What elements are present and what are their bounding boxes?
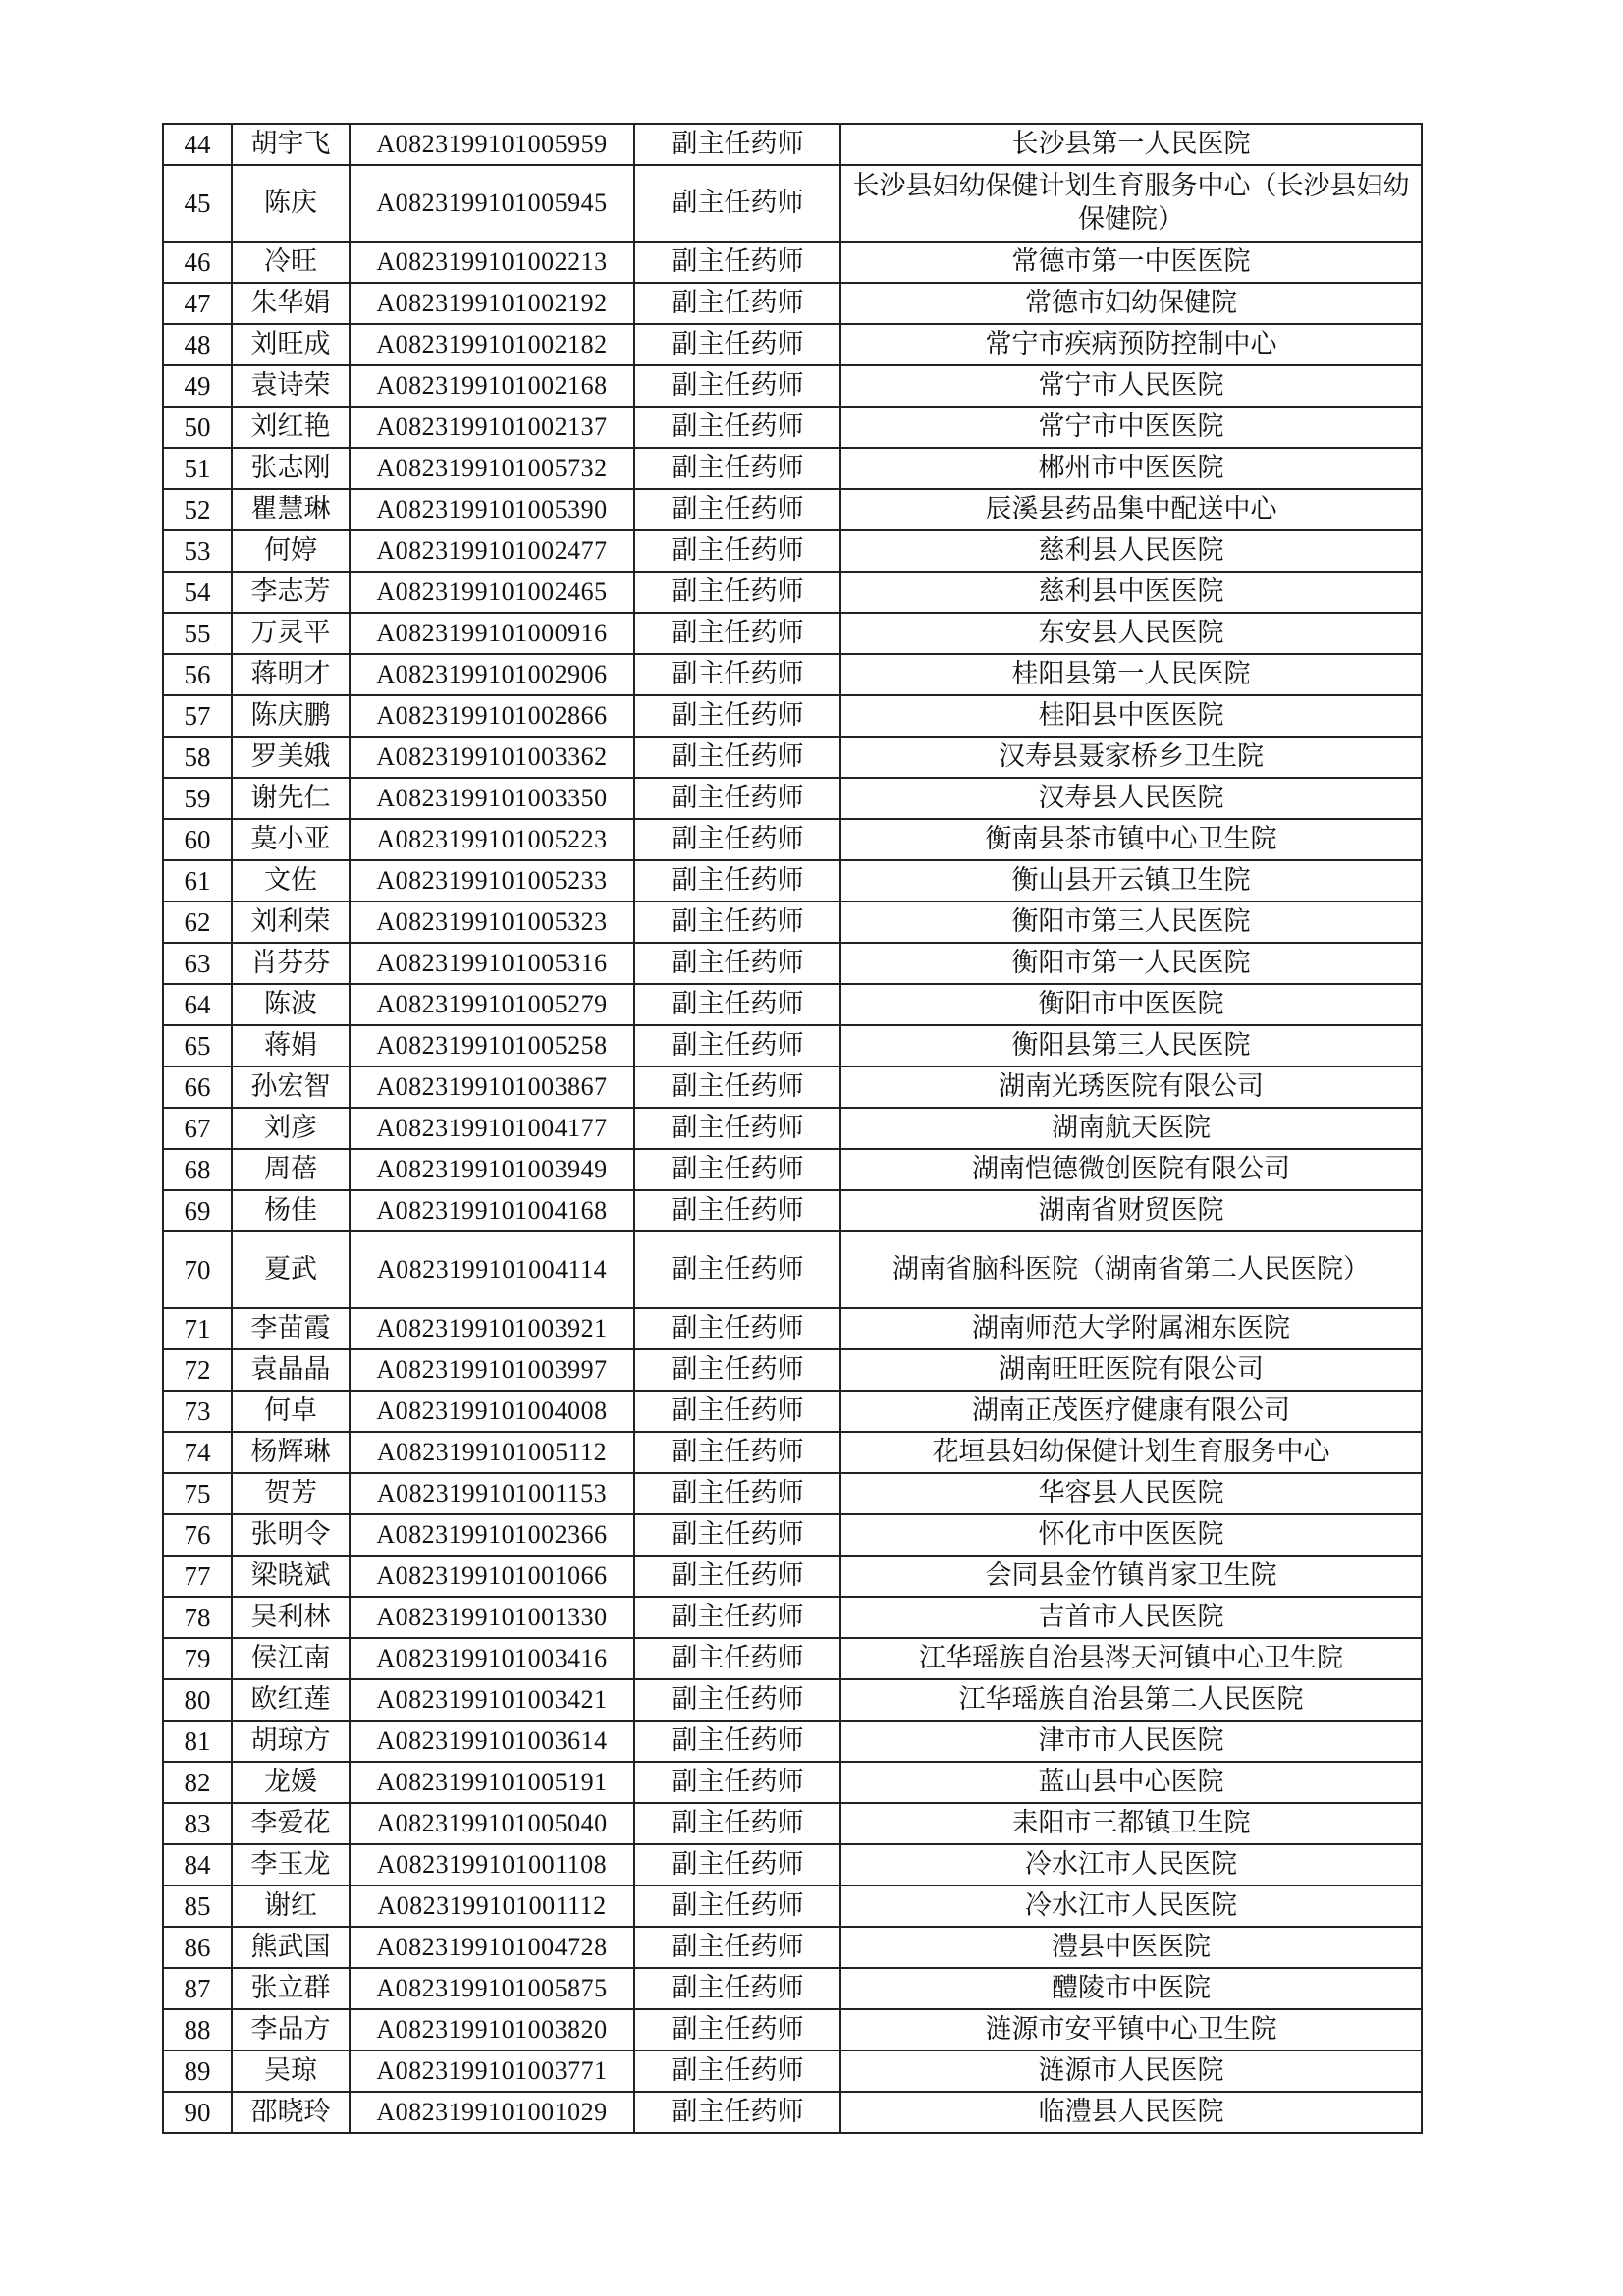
table-row — [163, 1968, 1422, 2009]
job-title-cell: 副主任药师 — [634, 489, 840, 530]
organization-cell: 衡阳市第三人民医院 — [840, 902, 1422, 943]
organization-cell: 吉首市人民医院 — [840, 1597, 1422, 1638]
job-title-cell: 副主任药师 — [634, 407, 840, 448]
row-number-cell: 80 — [163, 1679, 232, 1721]
job-title-cell: 副主任药师 — [634, 242, 840, 283]
name-cell: 罗美娥 — [232, 737, 350, 778]
organization-cell: 醴陵市中医院 — [840, 1968, 1422, 2009]
certificate-code-cell: A0823199101005323 — [350, 902, 634, 943]
name-cell: 蒋明才 — [232, 654, 350, 695]
name-cell: 陈波 — [232, 984, 350, 1025]
table-row — [163, 1844, 1422, 1886]
name-cell: 袁晶晶 — [232, 1349, 350, 1391]
name-cell: 邵晓玲 — [232, 2092, 350, 2133]
table-row — [163, 984, 1422, 1025]
table-row — [163, 1231, 1422, 1308]
certificate-code-cell: A0823199101003421 — [350, 1679, 634, 1721]
certificate-code-cell: A0823199101003867 — [350, 1066, 634, 1108]
row-number-cell: 64 — [163, 984, 232, 1025]
organization-cell: 湖南省脑科医院（湖南省第二人民医院） — [840, 1231, 1422, 1308]
certificate-code-cell: A0823199101002366 — [350, 1514, 634, 1556]
job-title-cell: 副主任药师 — [634, 943, 840, 984]
row-number-cell: 45 — [163, 165, 232, 242]
row-number-cell: 77 — [163, 1556, 232, 1597]
row-number-cell: 49 — [163, 365, 232, 407]
table-row — [163, 1556, 1422, 1597]
row-number-cell: 54 — [163, 572, 232, 613]
certificate-code-cell: A0823199101003921 — [350, 1308, 634, 1349]
name-cell: 莫小亚 — [232, 819, 350, 860]
row-number-cell: 60 — [163, 819, 232, 860]
organization-cell: 常宁市人民医院 — [840, 365, 1422, 407]
organization-cell: 常德市妇幼保健院 — [840, 283, 1422, 324]
row-number-cell: 51 — [163, 448, 232, 489]
table-row — [163, 1597, 1422, 1638]
organization-cell: 郴州市中医医院 — [840, 448, 1422, 489]
row-number-cell: 62 — [163, 902, 232, 943]
job-title-cell: 副主任药师 — [634, 984, 840, 1025]
row-number-cell: 63 — [163, 943, 232, 984]
row-number-cell: 55 — [163, 613, 232, 654]
table-row — [163, 283, 1422, 324]
table-row — [163, 1149, 1422, 1190]
name-cell: 熊武国 — [232, 1927, 350, 1968]
table-row — [163, 1349, 1422, 1391]
name-cell: 陈庆 — [232, 165, 350, 242]
organization-cell: 冷水江市人民医院 — [840, 1844, 1422, 1886]
name-cell: 梁晓斌 — [232, 1556, 350, 1597]
job-title-cell: 副主任药师 — [634, 1803, 840, 1844]
row-number-cell: 48 — [163, 324, 232, 365]
certificate-code-cell: A0823199101004114 — [350, 1231, 634, 1308]
certificate-code-cell: A0823199101005945 — [350, 165, 634, 242]
organization-cell: 长沙县第一人民医院 — [840, 124, 1422, 165]
row-number-cell: 84 — [163, 1844, 232, 1886]
certificate-code-cell: A0823199101003362 — [350, 737, 634, 778]
certificate-code-cell: A0823199101001029 — [350, 2092, 634, 2133]
name-cell: 文佐 — [232, 860, 350, 902]
organization-cell: 长沙县妇幼保健计划生育服务中心（长沙县妇幼保健院） — [840, 165, 1422, 242]
row-number-cell: 83 — [163, 1803, 232, 1844]
job-title-cell: 副主任药师 — [634, 778, 840, 819]
job-title-cell: 副主任药师 — [634, 654, 840, 695]
name-cell: 袁诗荣 — [232, 365, 350, 407]
job-title-cell: 副主任药师 — [634, 1108, 840, 1149]
name-cell: 谢红 — [232, 1886, 350, 1927]
row-number-cell: 88 — [163, 2009, 232, 2050]
certificate-code-cell: A0823199101003949 — [350, 1149, 634, 1190]
organization-cell: 江华瑶族自治县第二人民医院 — [840, 1679, 1422, 1721]
row-number-cell: 79 — [163, 1638, 232, 1679]
job-title-cell: 副主任药师 — [634, 1886, 840, 1927]
row-number-cell: 47 — [163, 283, 232, 324]
row-number-cell: 89 — [163, 2050, 232, 2092]
job-title-cell: 副主任药师 — [634, 283, 840, 324]
job-title-cell: 副主任药师 — [634, 1721, 840, 1762]
job-title-cell: 副主任药师 — [634, 695, 840, 737]
job-title-cell: 副主任药师 — [634, 737, 840, 778]
name-cell: 侯江南 — [232, 1638, 350, 1679]
table-row — [163, 1308, 1422, 1349]
job-title-cell: 副主任药师 — [634, 613, 840, 654]
table-row — [163, 1803, 1422, 1844]
job-title-cell: 副主任药师 — [634, 2009, 840, 2050]
job-title-cell: 副主任药师 — [634, 1391, 840, 1432]
table-row — [163, 737, 1422, 778]
row-number-cell: 57 — [163, 695, 232, 737]
job-title-cell: 副主任药师 — [634, 1473, 840, 1514]
certificate-code-cell: A0823199101004177 — [350, 1108, 634, 1149]
name-cell: 孙宏智 — [232, 1066, 350, 1108]
table-row — [163, 778, 1422, 819]
table-row — [163, 324, 1422, 365]
row-number-cell: 58 — [163, 737, 232, 778]
certificate-code-cell: A0823199101002477 — [350, 530, 634, 572]
organization-cell: 湖南航天医院 — [840, 1108, 1422, 1149]
table-row — [163, 1638, 1422, 1679]
certificate-code-cell: A0823199101001066 — [350, 1556, 634, 1597]
name-cell: 吴利林 — [232, 1597, 350, 1638]
job-title-cell: 副主任药师 — [634, 572, 840, 613]
job-title-cell: 副主任药师 — [634, 1844, 840, 1886]
certificate-code-cell: A0823199101001108 — [350, 1844, 634, 1886]
row-number-cell: 66 — [163, 1066, 232, 1108]
name-cell: 夏武 — [232, 1231, 350, 1308]
organization-cell: 衡阳市中医医院 — [840, 984, 1422, 1025]
organization-cell: 辰溪县药品集中配送中心 — [840, 489, 1422, 530]
table-row — [163, 242, 1422, 283]
table-row — [163, 902, 1422, 943]
certificate-code-cell: A0823199101005279 — [350, 984, 634, 1025]
name-cell: 胡琼方 — [232, 1721, 350, 1762]
table-row — [163, 124, 1422, 165]
row-number-cell: 74 — [163, 1432, 232, 1473]
job-title-cell: 副主任药师 — [634, 1349, 840, 1391]
name-cell: 陈庆鹏 — [232, 695, 350, 737]
table-row — [163, 1762, 1422, 1803]
organization-cell: 临澧县人民医院 — [840, 2092, 1422, 2133]
row-number-cell: 67 — [163, 1108, 232, 1149]
name-cell: 杨佳 — [232, 1190, 350, 1231]
job-title-cell: 副主任药师 — [634, 1679, 840, 1721]
job-title-cell: 副主任药师 — [634, 530, 840, 572]
organization-cell: 涟源市人民医院 — [840, 2050, 1422, 2092]
row-number-cell: 44 — [163, 124, 232, 165]
organization-cell: 耒阳市三都镇卫生院 — [840, 1803, 1422, 1844]
row-number-cell: 75 — [163, 1473, 232, 1514]
certificate-code-cell: A0823199101004168 — [350, 1190, 634, 1231]
roster-body — [163, 124, 1422, 2133]
certificate-code-cell: A0823199101003614 — [350, 1721, 634, 1762]
certificate-code-cell: A0823199101005233 — [350, 860, 634, 902]
row-number-cell: 46 — [163, 242, 232, 283]
certificate-code-cell: A0823199101005316 — [350, 943, 634, 984]
row-number-cell: 82 — [163, 1762, 232, 1803]
certificate-code-cell: A0823199101001112 — [350, 1886, 634, 1927]
table-row — [163, 860, 1422, 902]
certificate-code-cell: A0823199101001330 — [350, 1597, 634, 1638]
job-title-cell: 副主任药师 — [634, 1190, 840, 1231]
row-number-cell: 52 — [163, 489, 232, 530]
organization-cell: 湖南师范大学附属湘东医院 — [840, 1308, 1422, 1349]
name-cell: 谢先仁 — [232, 778, 350, 819]
table-row — [163, 1066, 1422, 1108]
certificate-code-cell: A0823199101001153 — [350, 1473, 634, 1514]
row-number-cell: 81 — [163, 1721, 232, 1762]
certificate-code-cell: A0823199101005112 — [350, 1432, 634, 1473]
name-cell: 张志刚 — [232, 448, 350, 489]
table-row — [163, 572, 1422, 613]
organization-cell: 慈利县中医医院 — [840, 572, 1422, 613]
certificate-code-cell: A0823199101005191 — [350, 1762, 634, 1803]
table-row — [163, 1514, 1422, 1556]
organization-cell: 湖南正茂医疗健康有限公司 — [840, 1391, 1422, 1432]
organization-cell: 慈利县人民医院 — [840, 530, 1422, 572]
name-cell: 刘利荣 — [232, 902, 350, 943]
name-cell: 龙媛 — [232, 1762, 350, 1803]
row-number-cell: 65 — [163, 1025, 232, 1066]
table-row — [163, 2050, 1422, 2092]
row-number-cell: 72 — [163, 1349, 232, 1391]
table-row — [163, 1679, 1422, 1721]
name-cell: 李苗霞 — [232, 1308, 350, 1349]
job-title-cell: 副主任药师 — [634, 1597, 840, 1638]
job-title-cell: 副主任药师 — [634, 1308, 840, 1349]
organization-cell: 湖南恺德微创医院有限公司 — [840, 1149, 1422, 1190]
certificate-code-cell: A0823199101002168 — [350, 365, 634, 407]
table-row — [163, 1108, 1422, 1149]
organization-cell: 桂阳县中医医院 — [840, 695, 1422, 737]
organization-cell: 衡阳市第一人民医院 — [840, 943, 1422, 984]
row-number-cell: 69 — [163, 1190, 232, 1231]
organization-cell: 常德市第一中医医院 — [840, 242, 1422, 283]
name-cell: 朱华娟 — [232, 283, 350, 324]
organization-cell: 衡南县茶市镇中心卫生院 — [840, 819, 1422, 860]
name-cell: 杨辉琳 — [232, 1432, 350, 1473]
row-number-cell: 59 — [163, 778, 232, 819]
table-row — [163, 1721, 1422, 1762]
name-cell: 胡宇飞 — [232, 124, 350, 165]
table-row — [163, 530, 1422, 572]
organization-cell: 怀化市中医医院 — [840, 1514, 1422, 1556]
table-row — [163, 165, 1422, 242]
job-title-cell: 副主任药师 — [634, 1927, 840, 1968]
table-row — [163, 1190, 1422, 1231]
name-cell: 欧红莲 — [232, 1679, 350, 1721]
job-title-cell: 副主任药师 — [634, 2092, 840, 2133]
row-number-cell: 85 — [163, 1886, 232, 1927]
row-number-cell: 68 — [163, 1149, 232, 1190]
name-cell: 冷旺 — [232, 242, 350, 283]
organization-cell: 湖南旺旺医院有限公司 — [840, 1349, 1422, 1391]
name-cell: 李玉龙 — [232, 1844, 350, 1886]
organization-cell: 衡阳县第三人民医院 — [840, 1025, 1422, 1066]
name-cell: 何婷 — [232, 530, 350, 572]
certificate-code-cell: A0823199101003416 — [350, 1638, 634, 1679]
job-title-cell: 副主任药师 — [634, 819, 840, 860]
certificate-code-cell: A0823199101004728 — [350, 1927, 634, 1968]
certificate-code-cell: A0823199101002192 — [350, 283, 634, 324]
row-number-cell: 61 — [163, 860, 232, 902]
table-row — [163, 695, 1422, 737]
certificate-code-cell: A0823199101003997 — [350, 1349, 634, 1391]
job-title-cell: 副主任药师 — [634, 165, 840, 242]
name-cell: 万灵平 — [232, 613, 350, 654]
table-row — [163, 943, 1422, 984]
organization-cell: 涟源市安平镇中心卫生院 — [840, 2009, 1422, 2050]
name-cell: 刘红艳 — [232, 407, 350, 448]
table-row — [163, 1927, 1422, 1968]
organization-cell: 江华瑶族自治县涔天河镇中心卫生院 — [840, 1638, 1422, 1679]
table-row — [163, 613, 1422, 654]
name-cell: 蒋娟 — [232, 1025, 350, 1066]
certificate-code-cell: A0823199101002137 — [350, 407, 634, 448]
certificate-code-cell: A0823199101005875 — [350, 1968, 634, 2009]
organization-cell: 湖南省财贸医院 — [840, 1190, 1422, 1231]
row-number-cell: 56 — [163, 654, 232, 695]
certificate-code-cell: A0823199101005040 — [350, 1803, 634, 1844]
table-row — [163, 819, 1422, 860]
certificate-code-cell: A0823199101002182 — [350, 324, 634, 365]
organization-cell: 澧县中医医院 — [840, 1927, 1422, 1968]
certificate-code-cell: A0823199101005223 — [350, 819, 634, 860]
certificate-code-cell: A0823199101005959 — [350, 124, 634, 165]
certificate-code-cell: A0823199101000916 — [350, 613, 634, 654]
organization-cell: 衡山县开云镇卫生院 — [840, 860, 1422, 902]
certificate-code-cell: A0823199101005258 — [350, 1025, 634, 1066]
table-row — [163, 1391, 1422, 1432]
row-number-cell: 71 — [163, 1308, 232, 1349]
certificate-code-cell: A0823199101003350 — [350, 778, 634, 819]
certificate-code-cell: A0823199101003820 — [350, 2009, 634, 2050]
job-title-cell: 副主任药师 — [634, 1432, 840, 1473]
certificate-code-cell: A0823199101004008 — [350, 1391, 634, 1432]
organization-cell: 汉寿县人民医院 — [840, 778, 1422, 819]
job-title-cell: 副主任药师 — [634, 1025, 840, 1066]
organization-cell: 桂阳县第一人民医院 — [840, 654, 1422, 695]
job-title-cell: 副主任药师 — [634, 1968, 840, 2009]
name-cell: 何卓 — [232, 1391, 350, 1432]
row-number-cell: 86 — [163, 1927, 232, 1968]
row-number-cell: 90 — [163, 2092, 232, 2133]
name-cell: 贺芳 — [232, 1473, 350, 1514]
job-title-cell: 副主任药师 — [634, 1149, 840, 1190]
job-title-cell: 副主任药师 — [634, 1514, 840, 1556]
table-row — [163, 489, 1422, 530]
name-cell: 瞿慧琳 — [232, 489, 350, 530]
certificate-code-cell: A0823199101005732 — [350, 448, 634, 489]
name-cell: 张明令 — [232, 1514, 350, 1556]
row-number-cell: 87 — [163, 1968, 232, 2009]
row-number-cell: 70 — [163, 1231, 232, 1308]
roster-table — [162, 123, 1423, 2134]
row-number-cell: 53 — [163, 530, 232, 572]
row-number-cell: 73 — [163, 1391, 232, 1432]
certificate-code-cell: A0823199101003771 — [350, 2050, 634, 2092]
job-title-cell: 副主任药师 — [634, 1762, 840, 1803]
organization-cell: 东安县人民医院 — [840, 613, 1422, 654]
name-cell: 张立群 — [232, 1968, 350, 2009]
row-number-cell: 76 — [163, 1514, 232, 1556]
name-cell: 李爱花 — [232, 1803, 350, 1844]
job-title-cell: 副主任药师 — [634, 365, 840, 407]
organization-cell: 会同县金竹镇肖家卫生院 — [840, 1556, 1422, 1597]
name-cell: 刘彦 — [232, 1108, 350, 1149]
certificate-code-cell: A0823199101005390 — [350, 489, 634, 530]
name-cell: 刘旺成 — [232, 324, 350, 365]
organization-cell: 花垣县妇幼保健计划生育服务中心 — [840, 1432, 1422, 1473]
row-number-cell: 50 — [163, 407, 232, 448]
organization-cell: 常宁市中医医院 — [840, 407, 1422, 448]
organization-cell: 冷水江市人民医院 — [840, 1886, 1422, 1927]
organization-cell: 常宁市疾病预防控制中心 — [840, 324, 1422, 365]
job-title-cell: 副主任药师 — [634, 1638, 840, 1679]
job-title-cell: 副主任药师 — [634, 2050, 840, 2092]
table-row — [163, 365, 1422, 407]
job-title-cell: 副主任药师 — [634, 324, 840, 365]
certificate-code-cell: A0823199101002906 — [350, 654, 634, 695]
table-row — [163, 1432, 1422, 1473]
job-title-cell: 副主任药师 — [634, 1231, 840, 1308]
name-cell: 周蓓 — [232, 1149, 350, 1190]
table-row — [163, 1886, 1422, 1927]
table-row — [163, 448, 1422, 489]
name-cell: 李品方 — [232, 2009, 350, 2050]
table-row — [163, 1025, 1422, 1066]
table-row — [163, 407, 1422, 448]
name-cell: 吴琼 — [232, 2050, 350, 2092]
certificate-code-cell: A0823199101002866 — [350, 695, 634, 737]
organization-cell: 蓝山县中心医院 — [840, 1762, 1422, 1803]
organization-cell: 津市市人民医院 — [840, 1721, 1422, 1762]
job-title-cell: 副主任药师 — [634, 124, 840, 165]
table-row — [163, 1473, 1422, 1514]
certificate-code-cell: A0823199101002465 — [350, 572, 634, 613]
organization-cell: 华容县人民医院 — [840, 1473, 1422, 1514]
table-row — [163, 654, 1422, 695]
job-title-cell: 副主任药师 — [634, 860, 840, 902]
name-cell: 肖芬芬 — [232, 943, 350, 984]
organization-cell: 汉寿县聂家桥乡卫生院 — [840, 737, 1422, 778]
row-number-cell: 78 — [163, 1597, 232, 1638]
job-title-cell: 副主任药师 — [634, 448, 840, 489]
name-cell: 李志芳 — [232, 572, 350, 613]
table-row — [163, 2092, 1422, 2133]
job-title-cell: 副主任药师 — [634, 1556, 840, 1597]
job-title-cell: 副主任药师 — [634, 902, 840, 943]
job-title-cell: 副主任药师 — [634, 1066, 840, 1108]
certificate-code-cell: A0823199101002213 — [350, 242, 634, 283]
table-row — [163, 2009, 1422, 2050]
organization-cell: 湖南光琇医院有限公司 — [840, 1066, 1422, 1108]
